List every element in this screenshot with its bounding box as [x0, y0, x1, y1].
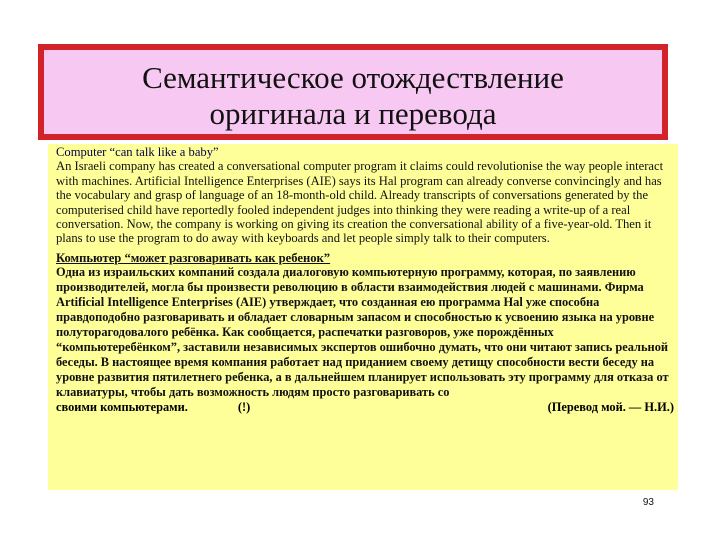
- slide-title-line-2: оригинала и перевода: [209, 96, 497, 131]
- text-box: [48, 144, 678, 490]
- title-box: [38, 44, 668, 140]
- page-number: 93: [642, 497, 654, 508]
- english-heading: Computer “can talk like a baby”: [56, 145, 219, 159]
- slide-title-line-1: Семантическое отождествление: [142, 60, 564, 95]
- russian-heading: Компьютер “может разговаривать как ребенок”: [56, 250, 331, 265]
- russian-closing-text: своими компьютерами.: [56, 400, 188, 415]
- english-body: An Israeli company has created a conversational computer program it claims could revolutionise the way people interact with machines. Artificial Intelligence Enterprises (AIE) says its Hal program can already converse convincingly and has the vocabulary and grasp of language of an 18-month-old child. Already transcripts of conversations generated by the computerised child have reportedly fooled independent judges into thinking they were reading a write-up of a real conversation. Now, the company is working on giving its creation the conversational ability of a five-year-old. Then it plans to use the program to do away with keyboards and let people simply talk to their computers.: [56, 159, 664, 246]
- translator-note: (Перевод мой. — Н.И.): [547, 400, 674, 415]
- exclamation-mark: (!): [237, 400, 251, 415]
- russian-closing-line: [56, 400, 674, 415]
- russian-body: Одна из израильских компаний создала диалоговую компьютерную программу, которая, по заявлению производителей, могла бы произвести революцию в области взаимодействия людей с машинами. Фирма Artificial Intelligence Enterprises (AIE) утверждает, что созданная ею программа Hal уже способна правдоподобно разговаривать и обладает словарным запасом и способностью к усвоению языка на уровне полуторагодовалого ребёнка. Как сообщается, распечатки разговоров, уже порождённых “компьютеребёнком”, заставили независимых экспертов ошибочно думать, что они читают запись реальной беседы. В настоящее время компания работает над приданием своему детищу способности вести беседу на уровне развития пятилетнего ребенка, а в дальнейшем планирует использовать эту программу для отказа от клавиатуры, чтобы дать возможность людям просто разговаривать со: [56, 265, 669, 400]
